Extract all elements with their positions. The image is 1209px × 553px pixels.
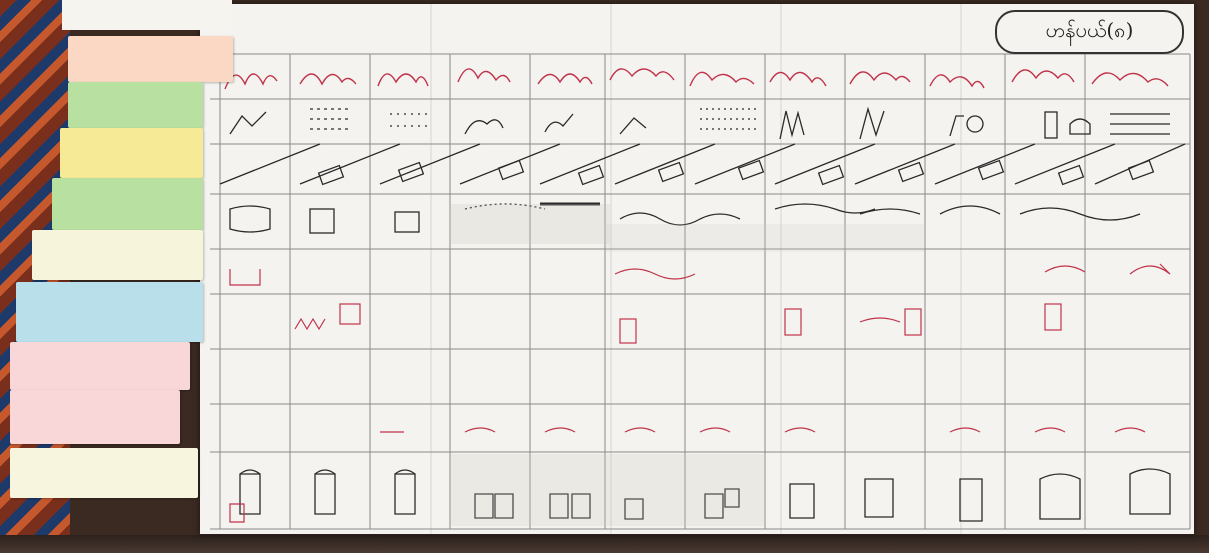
seasonal-calendar-poster [200,4,1194,534]
sheet-number-label: ဟန်ပယ်(၈) [995,10,1184,54]
row-card-8 [10,390,180,444]
row-card-7 [10,342,190,390]
month-header-scribbles [225,69,1168,89]
row-card-2 [68,82,203,128]
calendar-grid [200,4,1194,534]
row-card-1 [68,36,233,82]
header-note-strip [62,0,232,30]
row-card-5 [32,230,203,280]
dotted-fill [450,204,925,526]
row-card-3 [60,128,203,178]
row-card-9 [10,448,198,498]
row-card-4 [52,178,203,230]
row-label-cards [10,0,235,540]
row-card-6 [16,282,203,342]
